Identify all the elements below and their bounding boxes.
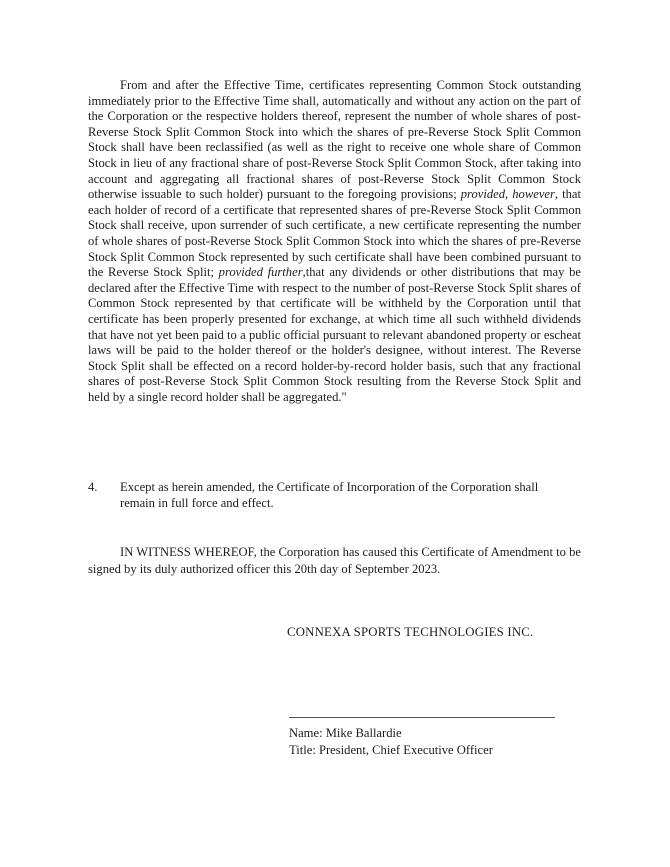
paragraph-text xyxy=(88,78,581,405)
paragraph-segment-2: , that each holder of record of a certificate that represented shares of pre-Reverse Stock Split Common Stock shall receive, upon surrender of such certificate, a new certificate representing the number of whole shares of post-Reverse Stock Split Common Stock into which the shares of pre-Reverse Stock Split Common Stock represented by such certificate shall have been combined pursuant to the Reverse Stock Split; xyxy=(88,187,582,280)
paragraph-italic-provided-however: provided, however xyxy=(460,187,555,202)
paragraph-italic-provided-further: provided further xyxy=(218,265,303,280)
signatory-title: Title: President, Chief Executive Officer xyxy=(289,742,493,757)
signatory-name: Name: Mike Ballardie xyxy=(289,726,402,740)
item-number: 4. xyxy=(88,480,98,494)
witness-text: IN WITNESS WHEREOF, the Corporation has caused this Certificate of Amendment to be signed by its duly authorized officer this 20th day of September 2023. xyxy=(88,545,581,576)
witness-paragraph xyxy=(88,544,581,578)
paragraph-segment-3: ,that any dividends or other distributions that may be declared after the Effective Time with respect to the number of post-Reverse Stock Split shares of Common Stock represented by that certificate will be withheld by the Corporation until that certificate has been properly presented for exchange, at which time all such withheld dividends that have not yet been paid to a public official pursuant to relevant abandoned property or escheat laws will be paid to the holder thereof or the holder's designee, without interest. The Reverse Stock Split shall be effected on a record holder-by-record holder basis, such that any fractional shares of post-Reverse Stock Split Common Stock resulting from the Reverse Stock Split and held by a single record holder shall be aggregated." xyxy=(88,265,581,404)
item-text: Except as herein amended, the Certificate of Incorporation of the Corporation shall remain in full force and effect. xyxy=(120,480,539,510)
paragraph-segment-1: From and after the Effective Time, certificates representing Common Stock outstanding immediately prior to the Effective Time shall, automatically and without any action on the part of the Corporation or the respective holders thereof, represent the number of whole shares of post-Reverse Stock Split Common Stock into which the shares of pre-Reverse Stock Split Common Stock shall have been reclassified (as well as the right to receive one whole share of Common Stock in lieu of any fractional share of post-Reverse Stock Split Common Stock, after taking into account and aggregating all fractional shares of post-Reverse Stock Split Common Stock otherwise issuable to such holder) pursuant to the foregoing provisions; xyxy=(88,78,581,202)
company-name: CONNEXA SPORTS TECHNOLOGIES INC. xyxy=(287,625,534,639)
body-paragraph-effective-time xyxy=(88,78,581,405)
signature-line xyxy=(289,717,555,718)
signatory-block xyxy=(289,725,493,758)
